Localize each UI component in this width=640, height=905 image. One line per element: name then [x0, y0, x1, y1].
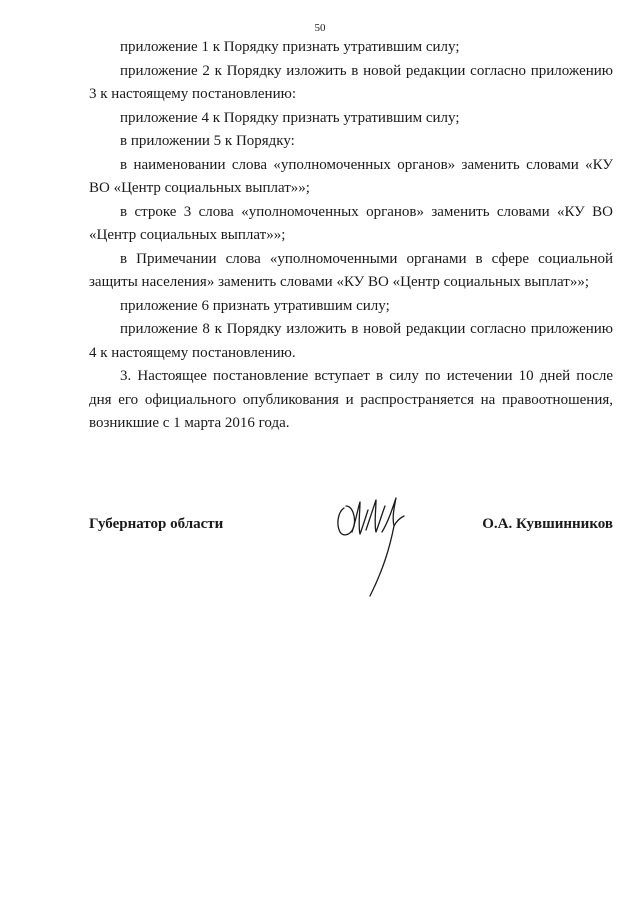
paragraph: приложение 1 к Порядку признать утратившим силу; [120, 39, 460, 55]
signatory-title: Губернатор области [89, 516, 224, 532]
paragraph: приложение 2 к Порядку изложить в новой редакции согласно приложению 3 к настоящему постановлению: [89, 62, 613, 102]
document-body [89, 36, 613, 436]
paragraph: в строке 3 слова «уполномоченных органов» заменить словами «КУ ВО «Центр социальных выплат»»; [89, 203, 613, 243]
paragraph: в Примечании слова «уполномоченными органами в сфере социальной защиты населения» заменить словами «КУ ВО «Центр социальных выплат»»; [89, 250, 613, 290]
paragraph: приложение 6 признать утратившим силу; [120, 297, 390, 314]
paragraph: в приложении 5 к Порядку: [120, 133, 295, 149]
handwritten-signature-icon [330, 492, 410, 602]
paragraph: в наименовании слова «уполномоченных органов» заменить словами «КУ ВО «Центр социальных выплат»»; [89, 156, 613, 196]
paragraph: приложение 8 к Порядку изложить в новой редакции согласно приложению 4 к настоящему постановлению. [89, 321, 613, 361]
signatory-name: О.А. Кувшинников [482, 516, 613, 532]
page-number: 50 [314, 22, 326, 34]
paragraph: приложение 4 к Порядку признать утратившим силу; [120, 109, 460, 126]
paragraph: 3. Настоящее постановление вступает в силу по истечении 10 дней после дня его официального опубликования и распространяется на правоотношения, возникшие с 1 марта 2016 года. [89, 368, 613, 431]
